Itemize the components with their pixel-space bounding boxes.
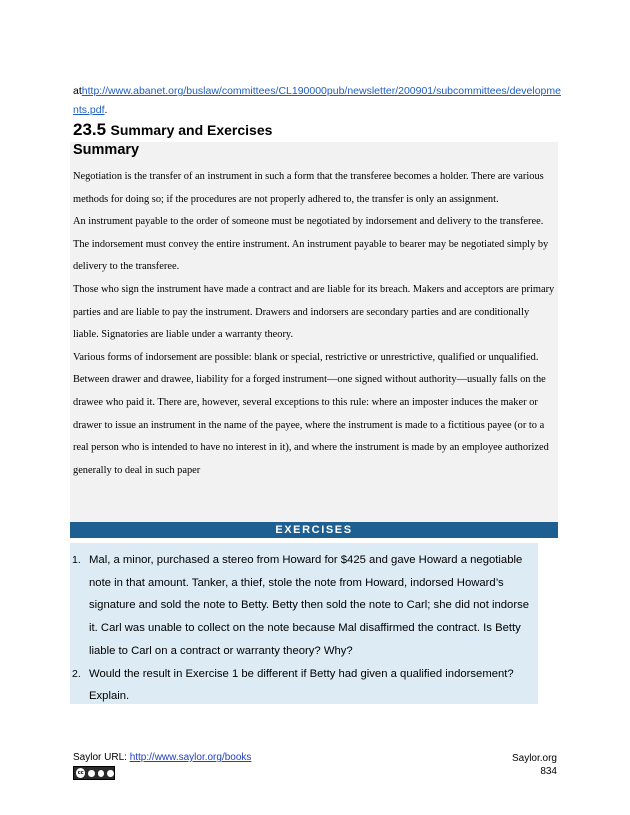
footer-site: Saylor.org [511,753,557,764]
exercise-text: Would the result in Exercise 1 be different if Betty had given a qualified indorsement? Explain. [89,667,514,703]
source-suffix: . [104,104,108,116]
exercise-number: 2. [72,667,81,680]
footer-url-label: Saylor URL: [73,752,130,763]
page-number: 834 [540,766,557,777]
summary-paragraph: An instrument payable to the order of someone must be negotiated by indorsement and delivery to the transferee. The indorsement must convey the entire instrument. An instrument payable to bearer may be negotiated simply by delivery to the transferee. [73,216,549,273]
sa-icon [107,770,114,777]
cc-circle-icon: cc [77,770,84,776]
exercise-item [73,549,535,663]
exercises-heading: EXERCISES [70,522,558,538]
summary-body [73,166,557,482]
creative-commons-icon [73,766,115,780]
source-prefix: at [73,85,82,97]
summary-paragraph: Negotiation is the transfer of an instrument in such a form that the transferee becomes a holder. There are various methods for doing so; if the procedures are not properly adhered to, the transfer is only an assignment. [73,171,544,205]
section-number: 23.5 [73,120,107,139]
summary-paragraph: Between drawer and drawee, liability for a forged instrument—one signed without authority—usually falls on the drawee who paid it. There are, however, several exceptions to this rule: where an imposter induces the maker or drawer to issue an instrument in the name of the payee, where the instrument is made to a fictitious payee (or to a real person who is intended to have no interest in it), and where the instrument is made by an employee authorized generally to deal in such paper [73,374,549,476]
by-icon [88,770,95,777]
source-link[interactable]: http://www.abanet.org/buslaw/committees/CL190000pub/newsletter/200901/subcommittees/developments.pdf [73,85,561,116]
summary-heading: Summary [73,142,140,158]
summary-paragraph: Those who sign the instrument have made a contract and are liable for its breach. Makers and acceptors are primary parties and are liable to pay the instrument. Drawers and indorsers are secondary parties and are conditionally liable. Signatories are liable under a warranty theory. [73,283,555,341]
exercise-text: Mal, a minor, purchased a stereo from Howard for $425 and gave Howard a negotiable note in that amount. Tanker, a thief, stole the note from Howard, indorsed Howard’s signature and sold the note to Betty. Betty then sold the note to Carl; she did not indorse it. Carl was unable to collect on the note because Mal disaffirmed the contract. Is Betty liable to Carl on a contract or warranty theory? Why? [89,554,530,657]
section-heading [73,120,272,140]
source-line [73,82,563,120]
summary-paragraph: Various forms of indorsement are possible: blank or special, restrictive or unrestrictive, qualified or unqualified. [73,351,539,363]
footer-url [73,752,251,763]
exercise-number: 1. [72,554,81,566]
section-title: Summary and Exercises [110,122,273,138]
exercise-list [73,549,535,708]
footer-link[interactable]: http://www.saylor.org/books [129,752,252,763]
footer-right [440,752,557,778]
exercise-item [73,663,535,708]
nc-icon [98,770,105,777]
